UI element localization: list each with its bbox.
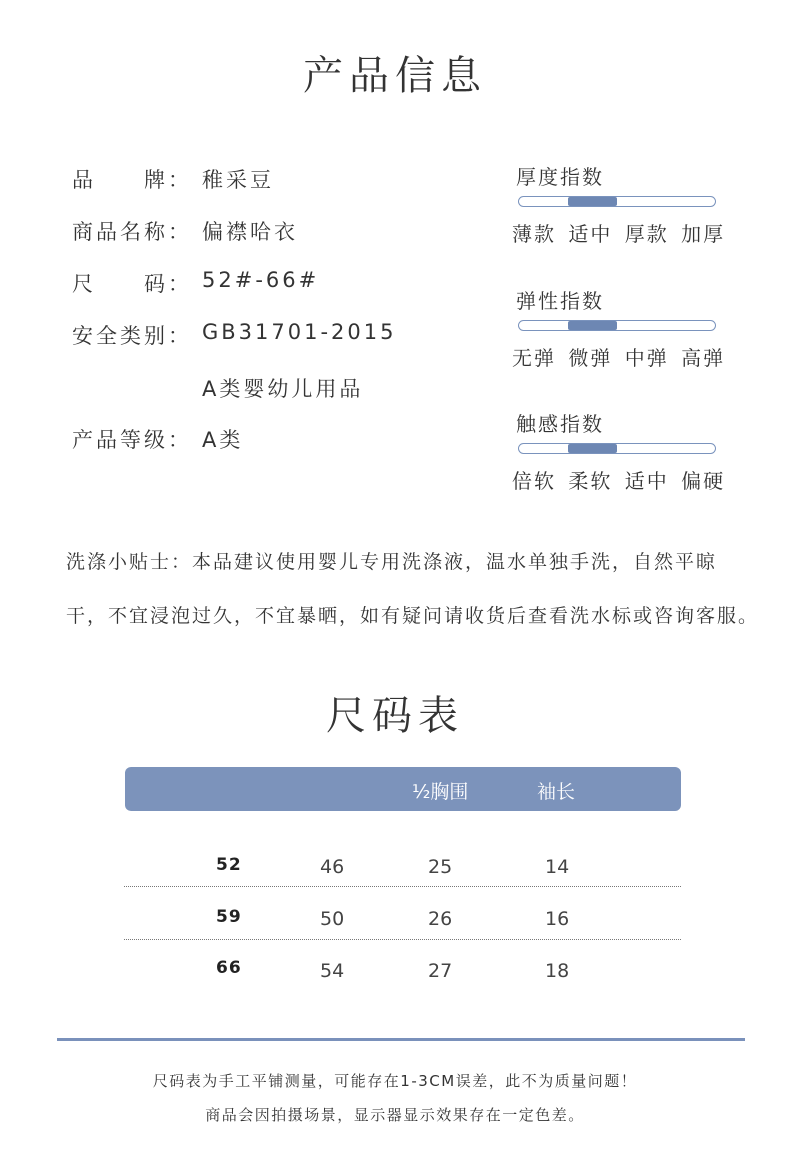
safety-category-value: GB31701-2015 bbox=[202, 320, 397, 344]
size-table-header bbox=[125, 767, 681, 811]
table-row-2-col4: 16 bbox=[545, 908, 570, 930]
thickness-index-levels: 薄款 适中 厚款 加厚 bbox=[512, 222, 726, 246]
thickness-index-fill bbox=[568, 197, 617, 206]
header-sleeve-length: 袖长 bbox=[537, 781, 576, 803]
table-row-3-col3: 27 bbox=[428, 960, 453, 982]
safety-category-value-2: A类婴幼儿用品 bbox=[202, 377, 364, 401]
product-name-value: 偏襟哈衣 bbox=[202, 220, 298, 244]
product-grade-label: 产品等级： bbox=[72, 428, 192, 452]
product-name-label: 商品名称： bbox=[72, 220, 192, 244]
footer-line1: 尺码表为手工平铺测量，可能存在1-3CM误差，此不为质量问题！ bbox=[152, 1072, 638, 1090]
elasticity-index-fill bbox=[568, 321, 617, 330]
touch-index-bar bbox=[518, 443, 716, 454]
footer-line2: 商品会因拍摄场景，显示器显示效果存在一定色差。 bbox=[205, 1106, 585, 1124]
table-row-3-size: 66 bbox=[216, 958, 242, 978]
size-table-title: 尺码表 bbox=[326, 693, 464, 739]
touch-index-fill bbox=[568, 444, 617, 453]
care-tip-line1: 洗涤小贴士：本品建议使用婴儿专用洗涤液，温水单独手洗，自然平晾 bbox=[66, 551, 718, 573]
elasticity-index-bar bbox=[518, 320, 716, 331]
product-info-title: 产品信息 bbox=[303, 53, 487, 99]
touch-index-title: 触感指数 bbox=[516, 412, 604, 436]
table-row-1-col3: 25 bbox=[428, 856, 453, 878]
table-row-2-col2: 50 bbox=[320, 908, 345, 930]
table-row-1-col4: 14 bbox=[545, 856, 570, 878]
table-row-1-col2: 46 bbox=[320, 856, 345, 878]
table-row-3-col2: 54 bbox=[320, 960, 345, 982]
safety-category-label: 安全类别： bbox=[72, 324, 192, 348]
table-row-3-col4: 18 bbox=[545, 960, 570, 982]
thickness-index-bar bbox=[518, 196, 716, 207]
table-row-2-col3: 26 bbox=[428, 908, 453, 930]
thickness-index-title: 厚度指数 bbox=[516, 165, 604, 189]
touch-index-levels: 倍软 柔软 适中 偏硬 bbox=[512, 469, 726, 493]
row-divider bbox=[124, 939, 681, 940]
brand-value: 稚采豆 bbox=[202, 168, 274, 192]
size-label: 尺 码： bbox=[72, 272, 192, 296]
row-divider bbox=[124, 886, 681, 887]
header-half-chest: ½胸围 bbox=[412, 781, 469, 803]
size-value: 52#-66# bbox=[202, 268, 320, 292]
elasticity-index-title: 弹性指数 bbox=[516, 289, 604, 313]
care-tip-line2: 干，不宜浸泡过久，不宜暴晒，如有疑问请收货后查看洗水标或咨询客服。 bbox=[66, 605, 760, 627]
table-row-1-size: 52 bbox=[216, 855, 242, 875]
footer-divider bbox=[57, 1038, 745, 1041]
brand-label: 品 牌： bbox=[72, 168, 192, 192]
table-row-2-size: 59 bbox=[216, 907, 242, 927]
elasticity-index-levels: 无弹 微弹 中弹 高弹 bbox=[512, 346, 726, 370]
product-grade-value: A类 bbox=[202, 428, 244, 452]
